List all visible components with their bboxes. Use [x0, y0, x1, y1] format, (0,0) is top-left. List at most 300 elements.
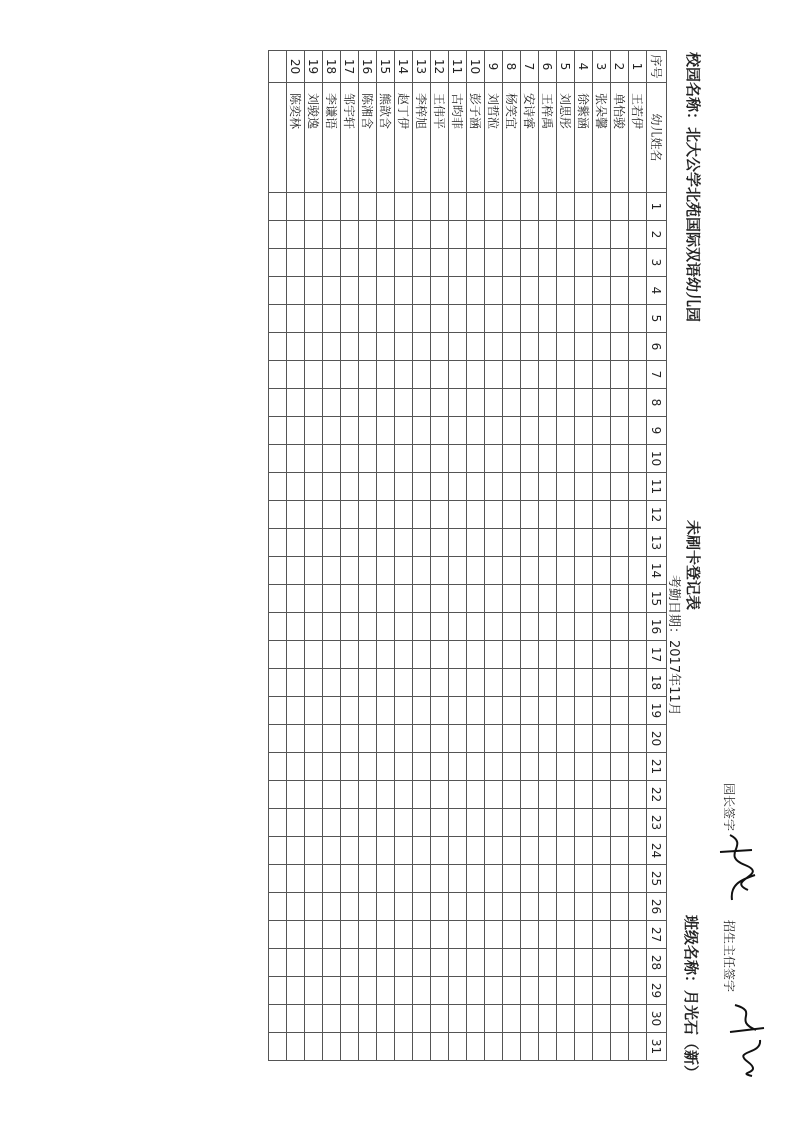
attendance-cell[interactable] — [503, 221, 521, 249]
attendance-cell[interactable] — [449, 977, 467, 1005]
attendance-cell[interactable] — [377, 837, 395, 865]
attendance-cell[interactable] — [503, 585, 521, 613]
attendance-cell[interactable] — [287, 585, 305, 613]
attendance-cell[interactable] — [503, 305, 521, 333]
attendance-cell[interactable] — [269, 1005, 287, 1033]
attendance-cell[interactable] — [431, 501, 449, 529]
attendance-cell[interactable] — [341, 697, 359, 725]
attendance-cell[interactable] — [377, 389, 395, 417]
attendance-cell[interactable] — [575, 473, 593, 501]
attendance-cell[interactable] — [629, 221, 647, 249]
attendance-cell[interactable] — [323, 977, 341, 1005]
attendance-cell[interactable] — [395, 557, 413, 585]
attendance-cell[interactable] — [449, 417, 467, 445]
attendance-cell[interactable] — [593, 725, 611, 753]
attendance-cell[interactable] — [575, 501, 593, 529]
attendance-cell[interactable] — [305, 333, 323, 361]
attendance-cell[interactable] — [431, 921, 449, 949]
attendance-cell[interactable] — [269, 361, 287, 389]
attendance-cell[interactable] — [629, 977, 647, 1005]
attendance-cell[interactable] — [521, 613, 539, 641]
attendance-cell[interactable] — [521, 1005, 539, 1033]
attendance-cell[interactable] — [449, 865, 467, 893]
attendance-cell[interactable] — [413, 305, 431, 333]
attendance-cell[interactable] — [377, 1033, 395, 1061]
attendance-cell[interactable] — [611, 221, 629, 249]
attendance-cell[interactable] — [359, 473, 377, 501]
attendance-cell[interactable] — [431, 753, 449, 781]
attendance-cell[interactable] — [341, 221, 359, 249]
attendance-cell[interactable] — [503, 1005, 521, 1033]
attendance-cell[interactable] — [575, 1005, 593, 1033]
attendance-cell[interactable] — [557, 697, 575, 725]
attendance-cell[interactable] — [503, 277, 521, 305]
attendance-cell[interactable] — [539, 585, 557, 613]
attendance-cell[interactable] — [269, 669, 287, 697]
attendance-cell[interactable] — [359, 753, 377, 781]
attendance-cell[interactable] — [629, 361, 647, 389]
attendance-cell[interactable] — [413, 333, 431, 361]
attendance-cell[interactable] — [557, 641, 575, 669]
attendance-cell[interactable] — [629, 501, 647, 529]
attendance-cell[interactable] — [323, 865, 341, 893]
attendance-cell[interactable] — [269, 893, 287, 921]
attendance-cell[interactable] — [395, 725, 413, 753]
attendance-cell[interactable] — [431, 865, 449, 893]
attendance-cell[interactable] — [341, 781, 359, 809]
attendance-cell[interactable] — [269, 529, 287, 557]
attendance-cell[interactable] — [269, 977, 287, 1005]
attendance-cell[interactable] — [359, 501, 377, 529]
attendance-cell[interactable] — [521, 473, 539, 501]
attendance-cell[interactable] — [593, 781, 611, 809]
attendance-cell[interactable] — [287, 445, 305, 473]
attendance-cell[interactable] — [323, 1033, 341, 1061]
attendance-cell[interactable] — [611, 753, 629, 781]
attendance-cell[interactable] — [287, 557, 305, 585]
attendance-cell[interactable] — [395, 613, 413, 641]
attendance-cell[interactable] — [575, 669, 593, 697]
attendance-cell[interactable] — [611, 277, 629, 305]
attendance-cell[interactable] — [305, 613, 323, 641]
attendance-cell[interactable] — [287, 753, 305, 781]
attendance-cell[interactable] — [593, 305, 611, 333]
attendance-cell[interactable] — [377, 277, 395, 305]
attendance-cell[interactable] — [557, 865, 575, 893]
attendance-cell[interactable] — [575, 865, 593, 893]
attendance-cell[interactable] — [377, 333, 395, 361]
attendance-cell[interactable] — [305, 753, 323, 781]
attendance-cell[interactable] — [341, 473, 359, 501]
attendance-cell[interactable] — [269, 389, 287, 417]
attendance-cell[interactable] — [521, 949, 539, 977]
attendance-cell[interactable] — [557, 921, 575, 949]
attendance-cell[interactable] — [287, 893, 305, 921]
attendance-cell[interactable] — [431, 1005, 449, 1033]
attendance-cell[interactable] — [539, 417, 557, 445]
attendance-cell[interactable] — [503, 977, 521, 1005]
attendance-cell[interactable] — [287, 669, 305, 697]
attendance-cell[interactable] — [305, 193, 323, 221]
attendance-cell[interactable] — [557, 389, 575, 417]
attendance-cell[interactable] — [413, 1005, 431, 1033]
attendance-cell[interactable] — [521, 221, 539, 249]
attendance-cell[interactable] — [323, 1005, 341, 1033]
attendance-cell[interactable] — [305, 781, 323, 809]
attendance-cell[interactable] — [341, 417, 359, 445]
attendance-cell[interactable] — [593, 613, 611, 641]
attendance-cell[interactable] — [557, 501, 575, 529]
attendance-cell[interactable] — [287, 809, 305, 837]
attendance-cell[interactable] — [359, 389, 377, 417]
attendance-cell[interactable] — [575, 753, 593, 781]
attendance-cell[interactable] — [287, 725, 305, 753]
attendance-cell[interactable] — [575, 389, 593, 417]
attendance-cell[interactable] — [431, 585, 449, 613]
attendance-cell[interactable] — [521, 417, 539, 445]
attendance-cell[interactable] — [323, 781, 341, 809]
attendance-cell[interactable] — [629, 753, 647, 781]
attendance-cell[interactable] — [557, 221, 575, 249]
attendance-cell[interactable] — [305, 949, 323, 977]
attendance-cell[interactable] — [575, 921, 593, 949]
attendance-cell[interactable] — [449, 445, 467, 473]
attendance-cell[interactable] — [575, 641, 593, 669]
attendance-cell[interactable] — [593, 669, 611, 697]
attendance-cell[interactable] — [611, 333, 629, 361]
attendance-cell[interactable] — [359, 697, 377, 725]
attendance-cell[interactable] — [269, 1033, 287, 1061]
attendance-cell[interactable] — [323, 249, 341, 277]
attendance-cell[interactable] — [323, 361, 341, 389]
attendance-cell[interactable] — [611, 809, 629, 837]
attendance-cell[interactable] — [449, 669, 467, 697]
attendance-cell[interactable] — [269, 585, 287, 613]
attendance-cell[interactable] — [593, 585, 611, 613]
attendance-cell[interactable] — [467, 809, 485, 837]
attendance-cell[interactable] — [431, 277, 449, 305]
attendance-cell[interactable] — [611, 1033, 629, 1061]
attendance-cell[interactable] — [359, 277, 377, 305]
attendance-cell[interactable] — [557, 1005, 575, 1033]
attendance-cell[interactable] — [575, 725, 593, 753]
attendance-cell[interactable] — [557, 333, 575, 361]
attendance-cell[interactable] — [575, 1033, 593, 1061]
attendance-cell[interactable] — [539, 333, 557, 361]
attendance-cell[interactable] — [611, 389, 629, 417]
attendance-cell[interactable] — [359, 669, 377, 697]
attendance-cell[interactable] — [593, 473, 611, 501]
attendance-cell[interactable] — [575, 221, 593, 249]
attendance-cell[interactable] — [395, 529, 413, 557]
attendance-cell[interactable] — [395, 949, 413, 977]
attendance-cell[interactable] — [557, 417, 575, 445]
attendance-cell[interactable] — [503, 417, 521, 445]
attendance-cell[interactable] — [395, 445, 413, 473]
attendance-cell[interactable] — [629, 781, 647, 809]
attendance-cell[interactable] — [431, 893, 449, 921]
attendance-cell[interactable] — [269, 193, 287, 221]
attendance-cell[interactable] — [467, 1005, 485, 1033]
attendance-cell[interactable] — [323, 613, 341, 641]
attendance-cell[interactable] — [485, 977, 503, 1005]
attendance-cell[interactable] — [305, 417, 323, 445]
attendance-cell[interactable] — [359, 305, 377, 333]
attendance-cell[interactable] — [485, 473, 503, 501]
attendance-cell[interactable] — [341, 669, 359, 697]
attendance-cell[interactable] — [413, 221, 431, 249]
attendance-cell[interactable] — [539, 249, 557, 277]
attendance-cell[interactable] — [503, 865, 521, 893]
attendance-cell[interactable] — [485, 417, 503, 445]
attendance-cell[interactable] — [467, 221, 485, 249]
attendance-cell[interactable] — [521, 445, 539, 473]
attendance-cell[interactable] — [377, 361, 395, 389]
attendance-cell[interactable] — [449, 725, 467, 753]
attendance-cell[interactable] — [485, 753, 503, 781]
attendance-cell[interactable] — [485, 669, 503, 697]
attendance-cell[interactable] — [449, 557, 467, 585]
attendance-cell[interactable] — [431, 781, 449, 809]
attendance-cell[interactable] — [485, 361, 503, 389]
attendance-cell[interactable] — [341, 585, 359, 613]
attendance-cell[interactable] — [539, 221, 557, 249]
attendance-cell[interactable] — [341, 865, 359, 893]
attendance-cell[interactable] — [287, 389, 305, 417]
attendance-cell[interactable] — [395, 837, 413, 865]
attendance-cell[interactable] — [395, 249, 413, 277]
attendance-cell[interactable] — [287, 837, 305, 865]
attendance-cell[interactable] — [323, 669, 341, 697]
attendance-cell[interactable] — [323, 501, 341, 529]
attendance-cell[interactable] — [323, 193, 341, 221]
attendance-cell[interactable] — [449, 921, 467, 949]
attendance-cell[interactable] — [305, 893, 323, 921]
attendance-cell[interactable] — [377, 725, 395, 753]
attendance-cell[interactable] — [593, 445, 611, 473]
attendance-cell[interactable] — [377, 501, 395, 529]
attendance-cell[interactable] — [323, 837, 341, 865]
attendance-cell[interactable] — [485, 781, 503, 809]
attendance-cell[interactable] — [485, 277, 503, 305]
attendance-cell[interactable] — [359, 725, 377, 753]
attendance-cell[interactable] — [503, 613, 521, 641]
attendance-cell[interactable] — [539, 389, 557, 417]
attendance-cell[interactable] — [467, 949, 485, 977]
attendance-cell[interactable] — [413, 417, 431, 445]
attendance-cell[interactable] — [521, 529, 539, 557]
attendance-cell[interactable] — [341, 725, 359, 753]
attendance-cell[interactable] — [593, 501, 611, 529]
attendance-cell[interactable] — [341, 809, 359, 837]
attendance-cell[interactable] — [557, 893, 575, 921]
attendance-cell[interactable] — [395, 697, 413, 725]
attendance-cell[interactable] — [305, 361, 323, 389]
attendance-cell[interactable] — [503, 753, 521, 781]
attendance-cell[interactable] — [611, 557, 629, 585]
attendance-cell[interactable] — [557, 529, 575, 557]
attendance-cell[interactable] — [557, 445, 575, 473]
attendance-cell[interactable] — [395, 781, 413, 809]
attendance-cell[interactable] — [521, 697, 539, 725]
attendance-cell[interactable] — [449, 1033, 467, 1061]
attendance-cell[interactable] — [575, 193, 593, 221]
attendance-cell[interactable] — [575, 305, 593, 333]
attendance-cell[interactable] — [503, 893, 521, 921]
attendance-cell[interactable] — [521, 893, 539, 921]
attendance-cell[interactable] — [305, 529, 323, 557]
attendance-cell[interactable] — [341, 837, 359, 865]
attendance-cell[interactable] — [629, 557, 647, 585]
attendance-cell[interactable] — [485, 949, 503, 977]
attendance-cell[interactable] — [521, 585, 539, 613]
attendance-cell[interactable] — [359, 613, 377, 641]
attendance-cell[interactable] — [575, 949, 593, 977]
attendance-cell[interactable] — [269, 613, 287, 641]
attendance-cell[interactable] — [395, 501, 413, 529]
attendance-cell[interactable] — [323, 277, 341, 305]
attendance-cell[interactable] — [287, 865, 305, 893]
attendance-cell[interactable] — [593, 809, 611, 837]
attendance-cell[interactable] — [431, 193, 449, 221]
attendance-cell[interactable] — [467, 305, 485, 333]
attendance-cell[interactable] — [287, 277, 305, 305]
attendance-cell[interactable] — [611, 613, 629, 641]
attendance-cell[interactable] — [431, 249, 449, 277]
attendance-cell[interactable] — [557, 585, 575, 613]
attendance-cell[interactable] — [431, 473, 449, 501]
attendance-cell[interactable] — [449, 585, 467, 613]
attendance-cell[interactable] — [287, 949, 305, 977]
attendance-cell[interactable] — [503, 333, 521, 361]
attendance-cell[interactable] — [305, 697, 323, 725]
attendance-cell[interactable] — [413, 529, 431, 557]
attendance-cell[interactable] — [395, 361, 413, 389]
attendance-cell[interactable] — [503, 193, 521, 221]
attendance-cell[interactable] — [323, 921, 341, 949]
attendance-cell[interactable] — [323, 725, 341, 753]
attendance-cell[interactable] — [467, 557, 485, 585]
attendance-cell[interactable] — [305, 249, 323, 277]
attendance-cell[interactable] — [323, 697, 341, 725]
attendance-cell[interactable] — [341, 389, 359, 417]
attendance-cell[interactable] — [341, 1005, 359, 1033]
attendance-cell[interactable] — [539, 893, 557, 921]
attendance-cell[interactable] — [359, 781, 377, 809]
attendance-cell[interactable] — [539, 753, 557, 781]
attendance-cell[interactable] — [269, 837, 287, 865]
attendance-cell[interactable] — [593, 417, 611, 445]
attendance-cell[interactable] — [503, 389, 521, 417]
attendance-cell[interactable] — [305, 977, 323, 1005]
attendance-cell[interactable] — [377, 893, 395, 921]
attendance-cell[interactable] — [377, 1005, 395, 1033]
attendance-cell[interactable] — [323, 893, 341, 921]
attendance-cell[interactable] — [359, 1005, 377, 1033]
attendance-cell[interactable] — [341, 893, 359, 921]
attendance-cell[interactable] — [305, 305, 323, 333]
attendance-cell[interactable] — [503, 473, 521, 501]
attendance-cell[interactable] — [359, 837, 377, 865]
attendance-cell[interactable] — [503, 1033, 521, 1061]
attendance-cell[interactable] — [377, 781, 395, 809]
attendance-cell[interactable] — [359, 557, 377, 585]
attendance-cell[interactable] — [377, 921, 395, 949]
attendance-cell[interactable] — [395, 473, 413, 501]
attendance-cell[interactable] — [539, 557, 557, 585]
attendance-cell[interactable] — [485, 893, 503, 921]
attendance-cell[interactable] — [503, 809, 521, 837]
attendance-cell[interactable] — [449, 333, 467, 361]
attendance-cell[interactable] — [557, 613, 575, 641]
attendance-cell[interactable] — [575, 977, 593, 1005]
attendance-cell[interactable] — [377, 669, 395, 697]
attendance-cell[interactable] — [269, 781, 287, 809]
attendance-cell[interactable] — [539, 837, 557, 865]
attendance-cell[interactable] — [557, 277, 575, 305]
attendance-cell[interactable] — [377, 557, 395, 585]
attendance-cell[interactable] — [413, 949, 431, 977]
attendance-cell[interactable] — [575, 809, 593, 837]
attendance-cell[interactable] — [593, 1033, 611, 1061]
attendance-cell[interactable] — [539, 641, 557, 669]
attendance-cell[interactable] — [485, 809, 503, 837]
attendance-cell[interactable] — [521, 669, 539, 697]
attendance-cell[interactable] — [431, 697, 449, 725]
attendance-cell[interactable] — [611, 249, 629, 277]
attendance-cell[interactable] — [629, 445, 647, 473]
attendance-cell[interactable] — [449, 893, 467, 921]
attendance-cell[interactable] — [629, 193, 647, 221]
attendance-cell[interactable] — [269, 417, 287, 445]
attendance-cell[interactable] — [449, 249, 467, 277]
attendance-cell[interactable] — [431, 417, 449, 445]
attendance-cell[interactable] — [521, 277, 539, 305]
attendance-cell[interactable] — [413, 921, 431, 949]
attendance-cell[interactable] — [269, 221, 287, 249]
attendance-cell[interactable] — [413, 557, 431, 585]
attendance-cell[interactable] — [395, 977, 413, 1005]
attendance-cell[interactable] — [449, 641, 467, 669]
attendance-cell[interactable] — [467, 781, 485, 809]
attendance-cell[interactable] — [413, 585, 431, 613]
attendance-cell[interactable] — [629, 949, 647, 977]
attendance-cell[interactable] — [269, 809, 287, 837]
attendance-cell[interactable] — [611, 473, 629, 501]
attendance-cell[interactable] — [449, 389, 467, 417]
attendance-cell[interactable] — [467, 473, 485, 501]
attendance-cell[interactable] — [305, 557, 323, 585]
attendance-cell[interactable] — [341, 921, 359, 949]
attendance-cell[interactable] — [377, 753, 395, 781]
attendance-cell[interactable] — [557, 305, 575, 333]
attendance-cell[interactable] — [611, 529, 629, 557]
attendance-cell[interactable] — [305, 389, 323, 417]
attendance-cell[interactable] — [449, 613, 467, 641]
attendance-cell[interactable] — [377, 865, 395, 893]
attendance-cell[interactable] — [305, 837, 323, 865]
attendance-cell[interactable] — [521, 753, 539, 781]
attendance-cell[interactable] — [323, 305, 341, 333]
attendance-cell[interactable] — [323, 557, 341, 585]
attendance-cell[interactable] — [575, 613, 593, 641]
attendance-cell[interactable] — [395, 809, 413, 837]
attendance-cell[interactable] — [485, 305, 503, 333]
attendance-cell[interactable] — [611, 865, 629, 893]
attendance-cell[interactable] — [287, 221, 305, 249]
attendance-cell[interactable] — [539, 193, 557, 221]
attendance-cell[interactable] — [467, 977, 485, 1005]
